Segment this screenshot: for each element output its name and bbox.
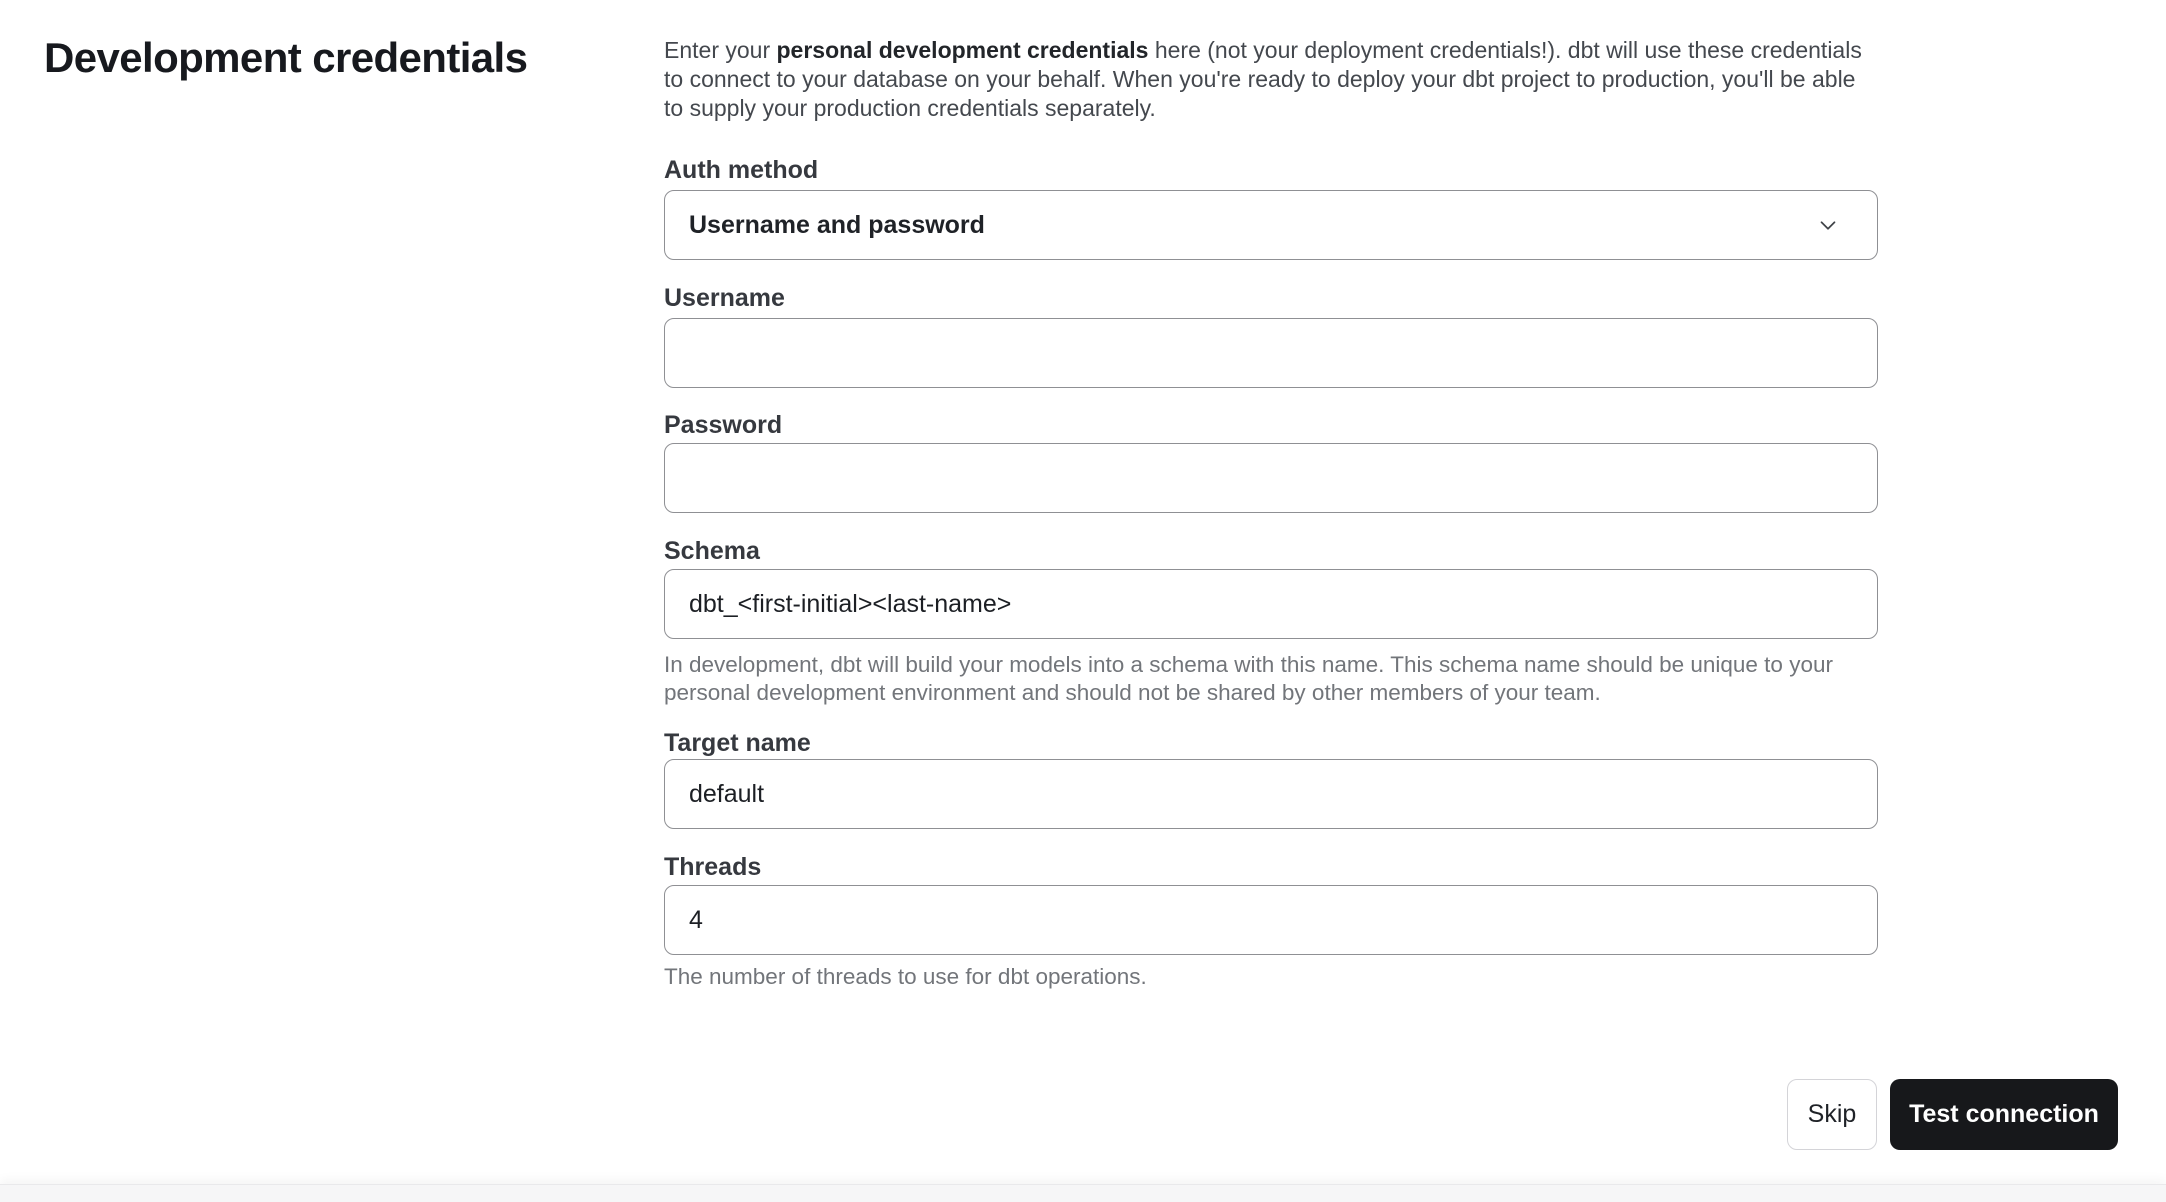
page-title: Development credentials: [44, 34, 528, 81]
threads-input[interactable]: [664, 885, 1878, 955]
auth-method-selected-value: Username and password: [689, 210, 985, 239]
schema-helper-text: In development, dbt will build your models into a schema with this name. This schema name should be unique to your personal development environment and should not be shared by other members of your team.: [664, 652, 1833, 705]
username-input[interactable]: [664, 318, 1878, 388]
username-label: Username: [664, 284, 785, 312]
intro-text: [664, 36, 1878, 123]
password-input[interactable]: [664, 443, 1878, 513]
password-label: Password: [664, 411, 783, 439]
auth-method-label: Auth method: [664, 156, 819, 184]
footer-strip: [0, 1185, 2166, 1202]
schema-label: Schema: [664, 537, 760, 565]
credentials-form: [664, 0, 1878, 1202]
target-name-label: Target name: [664, 729, 811, 757]
auth-method-select[interactable]: [664, 190, 1878, 260]
threads-label: Threads: [664, 853, 762, 881]
chevron-down-icon: [1815, 212, 1841, 238]
threads-helper-text: The number of threads to use for dbt operations.: [664, 964, 1147, 989]
skip-button[interactable]: Skip: [1787, 1079, 1877, 1150]
target-name-input[interactable]: [664, 759, 1878, 829]
test-connection-button[interactable]: Test connection: [1890, 1079, 2118, 1150]
intro-prefix: Enter your: [664, 37, 777, 63]
intro-suffix: here (not your deployment credentials!). dbt will use these credentials to connect to your database on your behalf. When you're ready to deploy your dbt project to production, you'll be able to supply your production credentials separately.: [664, 37, 1862, 121]
intro-bold: personal development credentials: [776, 37, 1149, 63]
schema-input[interactable]: [664, 569, 1878, 639]
